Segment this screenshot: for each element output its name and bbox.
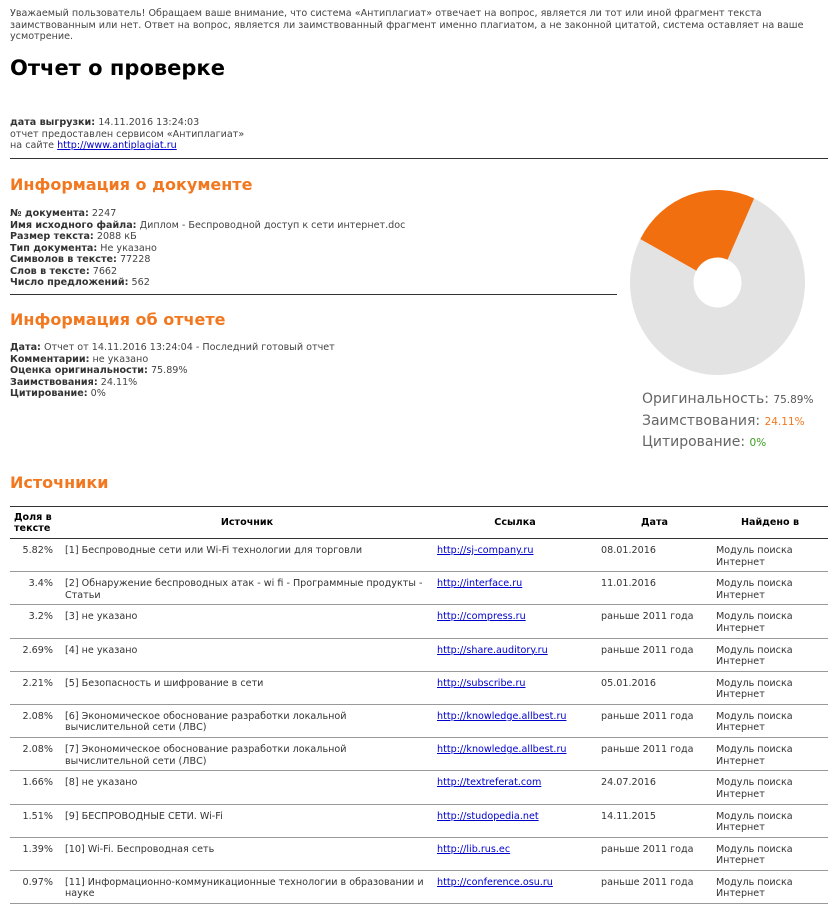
source-cell-share: 2.08% — [10, 738, 61, 771]
source-cell-link — [433, 671, 597, 704]
source-cell-link — [433, 837, 597, 870]
document-info-field-row — [10, 208, 405, 220]
report-info-field-label: Цитирование: — [10, 388, 88, 399]
source-link[interactable]: http://studopedia.net — [437, 810, 539, 822]
source-cell-share: 1.66% — [10, 771, 61, 804]
source-cell-share: 0.97% — [10, 870, 61, 903]
report-info-field-row — [10, 377, 335, 389]
source-row — [10, 572, 828, 605]
source-row — [10, 704, 828, 737]
report-info-field-row — [10, 342, 335, 354]
document-info-field-value: 2088 кБ — [96, 231, 137, 242]
source-cell-found: Модуль поиска Интернет — [712, 671, 828, 704]
source-cell-found: Модуль поиска Интернет — [712, 771, 828, 804]
column-header-share: Доля в тексте — [10, 507, 61, 539]
document-info-field-label: Символов в тексте: — [10, 254, 117, 265]
source-link[interactable]: http://textreferat.com — [437, 777, 542, 789]
source-row — [10, 638, 828, 671]
source-link[interactable]: http://compress.ru — [437, 611, 526, 623]
source-cell-found: Модуль поиска Интернет — [712, 638, 828, 671]
antiplagiat-site-link[interactable]: http://www.antiplagiat.ru — [57, 140, 177, 151]
report-info-field-label: Заимствования: — [10, 376, 98, 388]
document-info-heading: Информация о документе — [10, 175, 253, 194]
source-cell-found: Модуль поиска Интернет — [712, 804, 828, 837]
source-cell-source: [9] БЕСПРОВОДНЫЕ СЕТИ. Wi-Fi — [61, 804, 433, 837]
source-row — [10, 671, 828, 704]
document-info-field-row — [10, 243, 405, 255]
document-info-field-label: Число предложений: — [10, 277, 129, 288]
source-link[interactable]: http://subscribe.ru — [437, 677, 526, 689]
document-info-field-value: 77228 — [119, 254, 151, 265]
source-cell-date: раньше 2011 года — [597, 638, 712, 671]
report-info-heading: Информация об отчете — [10, 310, 226, 329]
source-cell-source: [1] Беспроводные сети или Wi-Fi технологии для торговли — [61, 539, 433, 572]
source-cell-found: Модуль поиска Интернет — [712, 539, 828, 572]
site-prefix: на сайте — [10, 140, 55, 151]
source-cell-date: раньше 2011 года — [597, 605, 712, 638]
report-info-fields — [10, 342, 335, 400]
report-info-field-value: не указано — [92, 353, 149, 365]
source-cell-share: 3.2% — [10, 605, 61, 638]
source-link[interactable]: http://conference.osu.ru — [437, 876, 553, 888]
source-cell-date: 05.01.2016 — [597, 671, 712, 704]
source-cell-source: [4] не указано — [61, 638, 433, 671]
column-header-found: Найдено в — [712, 507, 828, 539]
source-cell-date: раньше 2011 года — [597, 704, 712, 737]
source-cell-link — [433, 704, 597, 737]
column-header-date: Дата — [597, 507, 712, 539]
document-info-field-value: Диплом - Беспроводной доступ к сети интернет.doc — [139, 219, 406, 231]
source-cell-share: 3.4% — [10, 572, 61, 605]
source-cell-date: раньше 2011 года — [597, 870, 712, 903]
source-link[interactable]: http://knowledge.allbest.ru — [437, 710, 567, 722]
document-info-field-label: Имя исходного файла: — [10, 219, 137, 231]
report-info-field-row — [10, 388, 335, 400]
document-info-field-label: Тип документа: — [10, 242, 98, 254]
source-cell-link — [433, 605, 597, 638]
source-row — [10, 870, 828, 903]
source-cell-link — [433, 870, 597, 903]
pie-legend — [642, 389, 813, 454]
report-info-field-label: Оценка оригинальности: — [10, 365, 148, 376]
document-info-field-row — [10, 266, 405, 278]
document-info-field-label: № документа: — [10, 208, 89, 219]
legend-borrowings — [642, 411, 813, 433]
source-cell-source: [7] Экономическое обоснование разработки локальной вычислительной сети (ЛВС) — [61, 738, 433, 771]
document-info-field-row — [10, 231, 405, 243]
source-cell-found: Модуль поиска Интернет — [712, 572, 828, 605]
source-cell-date: 08.01.2016 — [597, 539, 712, 572]
source-cell-found: Модуль поиска Интернет — [712, 870, 828, 903]
source-cell-share: 2.69% — [10, 638, 61, 671]
source-link[interactable]: http://share.auditory.ru — [437, 644, 548, 656]
source-cell-link — [433, 572, 597, 605]
document-info-field-label: Слов в тексте: — [10, 265, 90, 277]
report-info-field-row — [10, 354, 335, 366]
source-cell-link — [433, 804, 597, 837]
source-cell-date: 14.11.2015 — [597, 804, 712, 837]
sources-table — [10, 506, 828, 904]
section-divider — [10, 294, 617, 295]
source-cell-share: 2.08% — [10, 704, 61, 737]
legend-value: 0% — [749, 437, 767, 449]
source-cell-share: 2.21% — [10, 671, 61, 704]
sources-header-row — [10, 507, 828, 539]
report-meta — [10, 117, 244, 152]
column-header-source: Источник — [61, 507, 433, 539]
source-row — [10, 771, 828, 804]
provided-by-text: отчет предоставлен сервисом «Антиплагиат» — [10, 128, 245, 140]
source-cell-date: раньше 2011 года — [597, 837, 712, 870]
source-cell-share: 1.39% — [10, 837, 61, 870]
report-info-field-value: Отчет от 14.11.2016 13:24:04 - Последний готовый отчет — [43, 342, 335, 353]
source-link[interactable]: http://sj-company.ru — [437, 545, 534, 556]
legend-label: Заимствования: — [642, 412, 761, 429]
source-cell-found: Модуль поиска Интернет — [712, 738, 828, 771]
legend-label: Цитирование: — [642, 434, 746, 450]
legend-originality — [642, 389, 813, 411]
document-info-field-value: Не указано — [100, 242, 157, 254]
source-cell-source: [8] не указано — [61, 771, 433, 804]
export-date-label: дата выгрузки: — [10, 117, 96, 128]
document-info-field-row — [10, 254, 405, 266]
report-info-field-value: 75.89% — [150, 365, 188, 376]
source-row — [10, 804, 828, 837]
source-cell-link — [433, 771, 597, 804]
source-row — [10, 738, 828, 771]
legend-citations — [642, 432, 813, 454]
source-row — [10, 605, 828, 638]
document-info-field-row — [10, 220, 405, 232]
document-info-fields — [10, 208, 405, 289]
document-info-field-value: 562 — [131, 277, 150, 288]
source-cell-link — [433, 638, 597, 671]
user-notice: Уважаемый пользователь! Обращаем ваше внимание, что система «Антиплагиат» отвечает на вопрос, является ли тот или иной фрагмент текста заимствованным или нет. Ответ на вопрос, является ли заимствованный фрагмент именно плагиатом, а не законной цитатой, система оставляет на ваше усмотрение. — [10, 8, 804, 42]
source-cell-date: 24.07.2016 — [597, 771, 712, 804]
source-cell-found: Модуль поиска Интернет — [712, 704, 828, 737]
column-header-link: Ссылка — [433, 507, 597, 539]
export-date-value: 14.11.2016 13:24:03 — [98, 117, 200, 128]
source-cell-date: 11.01.2016 — [597, 572, 712, 605]
document-info-field-row — [10, 277, 405, 289]
report-info-field-label: Комментарии: — [10, 353, 90, 365]
document-info-field-label: Размер текста: — [10, 231, 94, 242]
legend-value: 75.89% — [773, 394, 814, 406]
source-cell-share: 5.82% — [10, 539, 61, 572]
source-cell-source: [5] Безопасность и шифрование в сети — [61, 671, 433, 704]
source-link[interactable]: http://lib.rus.ec — [437, 843, 511, 855]
source-cell-source: [11] Информационно-коммуникационные технологии в образовании и науке — [61, 870, 433, 903]
document-info-field-value: 7662 — [92, 265, 118, 277]
report-info-field-label: Дата: — [10, 342, 41, 353]
source-cell-link — [433, 539, 597, 572]
page-title: Отчет о проверке — [10, 56, 225, 80]
originality-pie-chart — [630, 190, 805, 375]
report-info-field-value: 0% — [90, 388, 106, 399]
source-cell-source: [3] не указано — [61, 605, 433, 638]
sources-heading: Источники — [10, 473, 109, 492]
legend-value: 24.11% — [764, 415, 805, 428]
source-link[interactable]: http://interface.ru — [437, 578, 523, 590]
report-info-field-value: 24.11% — [100, 376, 138, 388]
document-info-field-value: 2247 — [91, 208, 117, 219]
source-cell-source: [10] Wi-Fi. Беспроводная сеть — [61, 837, 433, 870]
source-cell-share: 1.51% — [10, 804, 61, 837]
source-cell-source: [2] Обнаружение беспроводных атак - wi fi - Программные продукты - Статьи — [61, 572, 433, 605]
source-cell-date: раньше 2011 года — [597, 738, 712, 771]
source-row — [10, 539, 828, 572]
legend-label: Оригинальность: — [642, 391, 769, 407]
source-cell-found: Модуль поиска Интернет — [712, 605, 828, 638]
header-divider — [10, 158, 828, 159]
report-info-field-row — [10, 365, 335, 377]
source-cell-found: Модуль поиска Интернет — [712, 837, 828, 870]
source-row — [10, 837, 828, 870]
source-link[interactable]: http://knowledge.allbest.ru — [437, 744, 567, 756]
source-cell-link — [433, 738, 597, 771]
source-cell-source: [6] Экономическое обоснование разработки локальной вычислительной сети (ЛВС) — [61, 704, 433, 737]
